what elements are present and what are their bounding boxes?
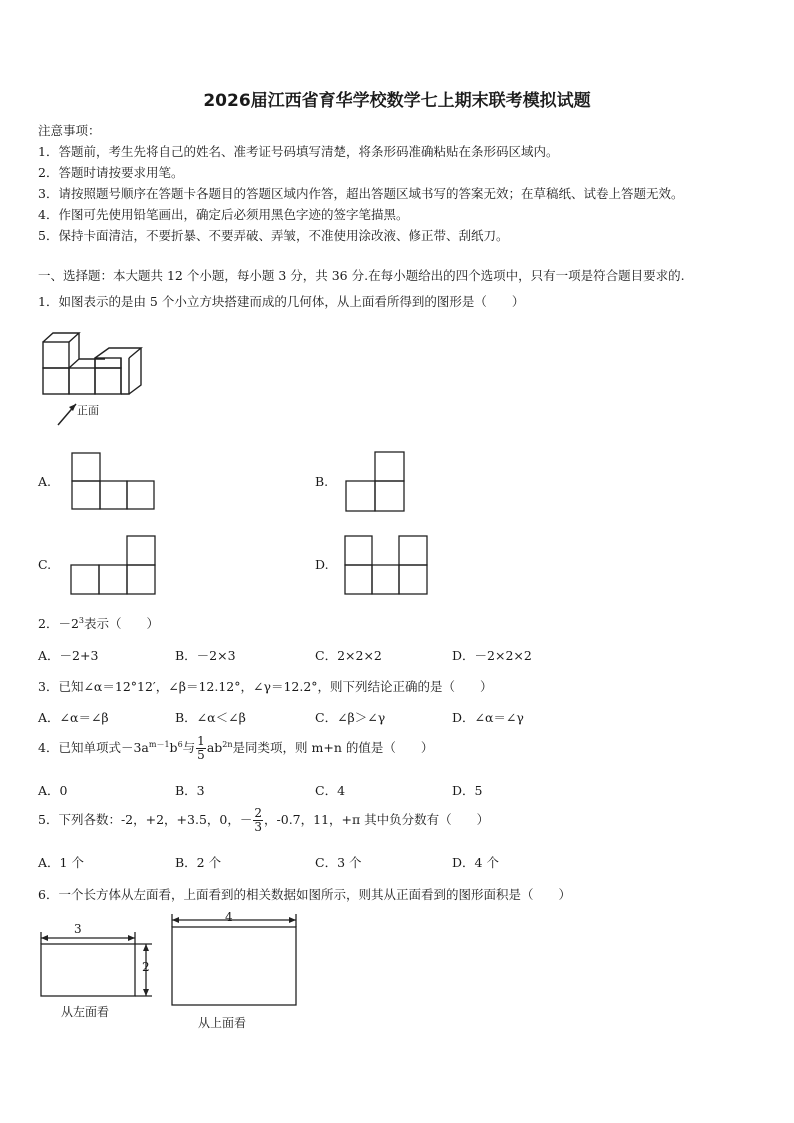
notice-item-4: 4．作图可先使用铅笔画出，确定后必须用黑色字迹的签字笔描黑。	[38, 207, 409, 222]
fraction-two-thirds: $\frac{2}{3}$	[254, 806, 263, 834]
q5-option-a: A．1 个	[38, 855, 84, 870]
q1-option-d-figure	[344, 535, 430, 595]
q1-option-c-figure	[70, 535, 158, 595]
left-view-height-label: 2	[142, 960, 150, 974]
q4-option-c: C．4	[315, 783, 346, 798]
q2-option-b: B．－2×3	[175, 648, 236, 663]
notice-item-5: 5．保持卡面清洁，不要折暴、不要弄破、弄皱，不准使用涂改液、修正带、刮纸刀。	[38, 228, 509, 243]
notice-item-2: 2．答题时请按要求用笔。	[38, 165, 184, 180]
left-view-caption: 从左面看	[61, 1005, 110, 1019]
notice-heading: 注意事项：	[38, 123, 101, 138]
q1-option-b-figure	[345, 451, 407, 513]
fraction-one-fifth: $\frac{1}{5}$	[197, 734, 205, 762]
q4-option-d: D．5	[452, 783, 483, 798]
question-3-stem: 3．已知∠α＝12°12′，∠β＝12.12°，∠γ＝12.2°，则下列结论正确的是（ ）	[38, 679, 493, 694]
q1-option-b-label: B.	[315, 474, 329, 489]
question-6-stem: 6．一个长方体从左面看，上面看到的相关数据如图所示，则其从正面看到的图形面积是（ ）	[38, 887, 571, 902]
page-title: 2026届江西省育华学校数学七上期末联考模拟试题	[203, 91, 591, 111]
question-1-stem: 1．如图表示的是由 5 个小立方块搭建而成的几何体，从上面看所得到的图形是（ ）	[38, 294, 525, 309]
left-view-figure	[38, 920, 158, 1002]
q2-option-d: D．－2×2×2	[452, 648, 532, 663]
notice-item-1: 1．答题前，考生先将自己的姓名、准考证号码填写清楚，将条形码准确粘贴在条形码区域内。	[38, 144, 559, 159]
left-view-width-label: 3	[74, 922, 82, 936]
q3-option-b: B．∠α＜∠β	[175, 710, 246, 725]
q1-option-d-label: D.	[315, 557, 329, 572]
q1-option-c-label: C.	[38, 557, 52, 572]
section-heading: 一、选择题：本大题共 12 个小题，每小题 3 分，共 36 分.在每小题给出的四个选项中，只有一项是符合题目要求的.	[38, 268, 685, 283]
q5-option-c: C．3 个	[315, 855, 362, 870]
q2-option-c: C．2×2×2	[315, 648, 382, 663]
q4-option-b: B．3	[175, 783, 205, 798]
top-view-caption: 从上面看	[198, 1016, 247, 1030]
top-view-width-label: 4	[225, 910, 233, 924]
q2-option-a: A．－2+3	[38, 648, 99, 663]
q1-option-a-label: A.	[38, 474, 52, 489]
question-2-stem: 2．$-2^3$表示（ ）	[38, 615, 160, 631]
q1-option-a-figure	[71, 452, 155, 510]
question-5-stem: 5．下列各数：-2，+2，+3.5，0，－ $\frac{2}{3}$ ，-0.7，11，+π 其中负分数有（ ）	[38, 806, 490, 834]
notice-item-3: 3．请按照题号顺序在答题卡各题目的答题区域内作答，超出答题区域书写的答案无效；在草稿纸、试卷上答题无效。	[38, 186, 684, 201]
q5-option-d: D．4 个	[452, 855, 499, 870]
front-label: 正面	[77, 404, 99, 417]
q3-option-a: A．∠α＝∠β	[38, 710, 109, 725]
question-4-stem: 4．已知单项式$-3a^{m-1}b^6$与 $\frac{1}{5}$ $ab^{2n}$是同类项，则 m+n 的值是（ ）	[38, 734, 434, 762]
top-view-figure	[168, 910, 300, 1010]
cube-solid-figure	[40, 330, 160, 430]
q3-option-c: C．∠β＞∠γ	[315, 710, 386, 725]
q5-option-b: B．2 个	[175, 855, 222, 870]
q4-option-a: A．0	[38, 783, 68, 798]
q3-option-d: D．∠α＝∠γ	[452, 710, 524, 725]
